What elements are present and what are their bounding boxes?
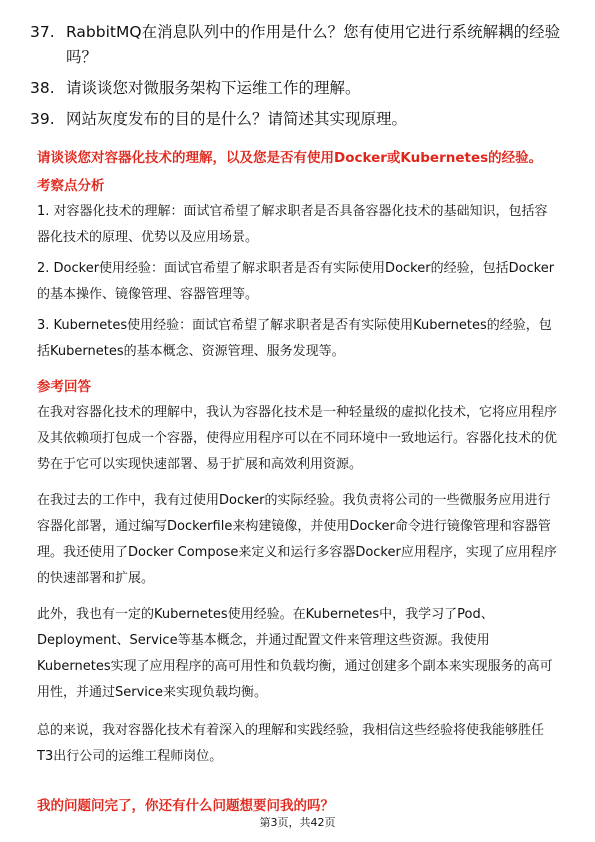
answer-paragraph: 此外，我也有一定的Kubernetes使用经验。在Kubernetes中，我学习了Pod、Deployment、Service等基本概念，并通过配置文件来管理这些资源。我使用Kubernetes实现了应用程序的高可用性和负载均衡，通过创建多个副本来实现服务的高可用性，并通过Service来实现负载均衡。 (37, 607, 553, 700)
question-item (30, 76, 565, 101)
question-number: 38. (30, 79, 55, 97)
answer-paragraph: 在我对容器化技术的理解中，我认为容器化技术是一种轻量级的虚拟化技术，它将应用程序及其依赖项打包成一个容器，使得应用程序可以在不同环境中一致地运行。容器化技术的优势在于它可以实现快速部署、易于扩展和高效利用资源。 (37, 405, 558, 472)
question-number: 37. (30, 23, 55, 41)
answer-title: 参考回答 (37, 379, 91, 395)
analysis-point: 2. Docker使用经验：面试官希望了解求职者是否有实际使用Docker的经验，包括Docker的基本操作、镜像管理、容器管理等。 (37, 261, 555, 302)
question-number: 39. (30, 110, 55, 128)
answer-paragraph: 总的来说，我对容器化技术有着深入的理解和实践经验，我相信这些经验将使我能够胜任T3出行公司的运维工程师岗位。 (37, 723, 545, 764)
question-list (30, 20, 565, 138)
question-item (30, 20, 565, 70)
main-question: 请谈谈您对容器化技术的理解，以及您是否有使用Docker或Kubernetes的经验。 (37, 150, 543, 166)
question-text: RabbitMQ在消息队列中的作用是什么？您有使用它进行系统解耦的经验吗？ (66, 23, 561, 66)
question-item (30, 107, 565, 132)
answer-paragraph: 在我过去的工作中，我有过使用Docker的实际经验。我负责将公司的一些微服务应用进行容器化部署，通过编写Dockerfile来构建镜像，并使用Docker命令进行镜像管理和容器管理。我还使用了Docker Compose来定义和运行多容器Docker应用程序，实现了应用程序的快速部署和扩展。 (37, 493, 557, 586)
question-text: 请谈谈您对微服务架构下运维工作的理解。 (66, 79, 361, 97)
analysis-point: 3. Kubernetes使用经验：面试官希望了解求职者是否有实际使用Kubernetes的经验，包括Kubernetes的基本概念、资源管理、服务发现等。 (37, 318, 552, 359)
analysis-title: 考察点分析 (37, 178, 105, 194)
page-footer: 第3页，共42页 (259, 816, 336, 829)
closing-question: 我的问题问完了，你还有什么问题想要问我的吗？ (37, 798, 334, 814)
analysis-point: 1. 对容器化技术的理解：面试官希望了解求职者是否具备容器化技术的基础知识，包括容器化技术的原理、优势以及应用场景。 (37, 204, 548, 245)
question-text: 网站灰度发布的目的是什么？请简述其实现原理。 (66, 110, 408, 128)
